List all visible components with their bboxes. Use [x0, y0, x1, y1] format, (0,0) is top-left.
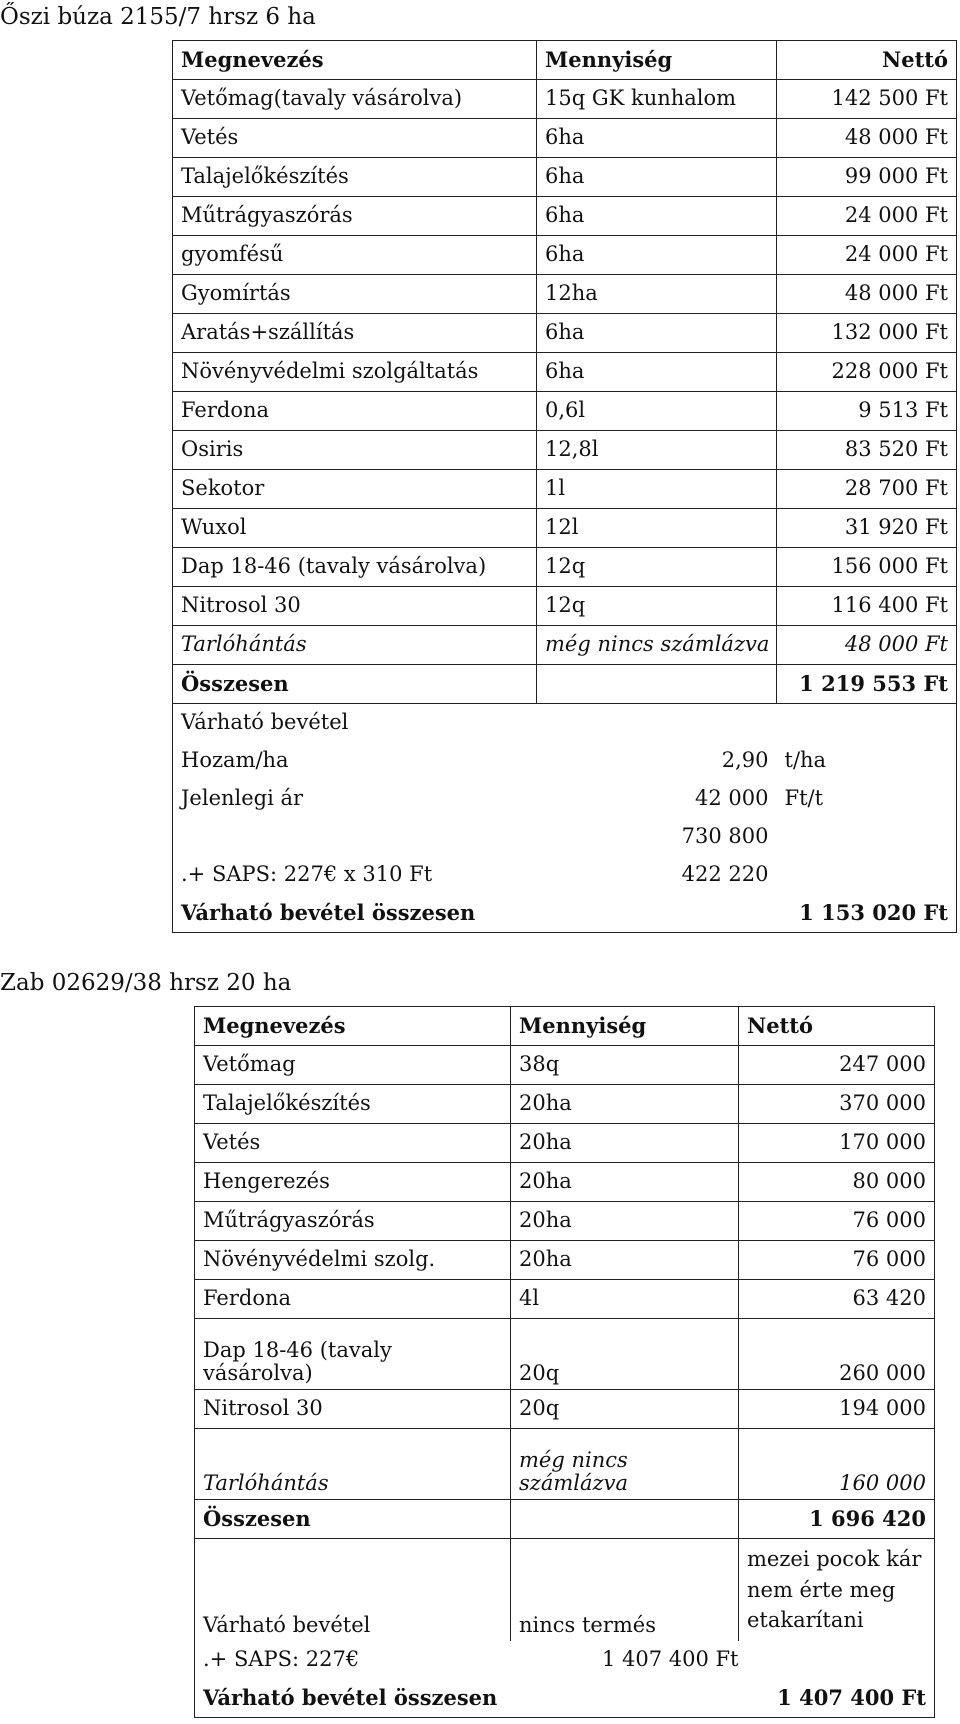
item-quantity: 20ha — [511, 1124, 739, 1163]
item-name: Vetőmag — [195, 1046, 511, 1085]
item-quantity: 15q GK kunhalom — [537, 80, 777, 119]
total-row — [195, 1500, 935, 1539]
item-net: 170 000 — [739, 1124, 935, 1163]
item-net: 260 000 — [739, 1319, 935, 1390]
item-net: 24 000 Ft — [777, 236, 957, 275]
item-name: Tarlóhántás — [173, 626, 537, 665]
item-name: Dap 18-46 (tavaly vásárolva) — [195, 1319, 511, 1390]
item-name: Ferdona — [195, 1280, 511, 1319]
item-name: Vetés — [173, 119, 537, 158]
header-name: Megnevezés — [195, 1007, 511, 1046]
total-row — [173, 665, 957, 704]
item-net: 83 520 Ft — [777, 431, 957, 470]
empty-cell — [537, 665, 777, 704]
yield-label: Hozam/ha — [173, 742, 537, 780]
header-net: Nettó — [777, 41, 957, 80]
table-row — [173, 509, 957, 548]
item-quantity: 1l — [537, 470, 777, 509]
empty-cell — [511, 1500, 739, 1539]
item-net: 63 420 — [739, 1280, 935, 1319]
saps-row — [173, 856, 957, 894]
table-row — [173, 197, 957, 236]
table-row — [195, 1241, 935, 1280]
income-total-row — [173, 894, 957, 933]
item-name: Nitrosol 30 — [195, 1390, 511, 1429]
income-heading-row — [173, 704, 957, 743]
item-name: Nitrosol 30 — [173, 587, 537, 626]
item-name: Vetés — [195, 1124, 511, 1163]
empty-cell — [739, 1641, 935, 1679]
table-row — [173, 548, 957, 587]
table-row — [173, 431, 957, 470]
header-name: Megnevezés — [173, 41, 537, 80]
wheat-cost-table — [172, 40, 957, 933]
saps-label: .+ SAPS: 227€ — [195, 1641, 511, 1679]
item-quantity: 20ha — [511, 1085, 739, 1124]
item-name: Aratás+szállítás — [173, 314, 537, 353]
table-row — [173, 119, 957, 158]
item-quantity: 12,8l — [537, 431, 777, 470]
item-quantity: 12l — [537, 509, 777, 548]
oat-cost-table — [194, 1006, 935, 1718]
item-net: 31 920 Ft — [777, 509, 957, 548]
item-net: 370 000 — [739, 1085, 935, 1124]
item-net: 228 000 Ft — [777, 353, 957, 392]
saps-value: 1 407 400 Ft — [601, 1647, 739, 1672]
subtotal-value: 730 800 — [681, 824, 769, 849]
item-net: 9 513 Ft — [777, 392, 957, 431]
item-net: 247 000 — [739, 1046, 935, 1085]
table-row — [195, 1046, 935, 1085]
item-quantity: 12ha — [537, 275, 777, 314]
total-label: Összesen — [195, 1500, 511, 1539]
subtotal-row — [173, 818, 957, 856]
header-row — [195, 1007, 935, 1046]
income-total-label: Várható bevétel összesen — [173, 894, 777, 933]
item-quantity: még nincs számlázva — [537, 626, 777, 665]
table-row — [195, 1124, 935, 1163]
item-name: Tarlóhántás — [195, 1429, 511, 1500]
item-name: Sekotor — [173, 470, 537, 509]
item-name: Vetőmag(tavaly vásárolva) — [173, 80, 537, 119]
item-name: Gyomírtás — [173, 275, 537, 314]
unbilled-row — [195, 1429, 935, 1500]
item-net: 194 000 — [739, 1390, 935, 1429]
income-total-value: 1 407 400 Ft — [739, 1679, 935, 1718]
item-quantity: 6ha — [537, 314, 777, 353]
empty-cell — [777, 856, 957, 894]
income-note: mezei pocok kár nem érte meg etakarítani — [739, 1539, 935, 1642]
item-name: Növényvédelmi szolg. — [195, 1241, 511, 1280]
table-row — [195, 1202, 935, 1241]
item-quantity: 20ha — [511, 1241, 739, 1280]
total-value: 1 696 420 — [739, 1500, 935, 1539]
table-row — [173, 236, 957, 275]
header-row — [173, 41, 957, 80]
item-name: Ferdona — [173, 392, 537, 431]
yield-value: 2,90 — [721, 748, 769, 773]
item-net: 48 000 Ft — [777, 119, 957, 158]
yield-row — [173, 742, 957, 780]
header-quantity: Mennyiség — [511, 1007, 739, 1046]
empty-cell — [777, 818, 957, 856]
table-row — [173, 275, 957, 314]
item-name: Hengerezés — [195, 1163, 511, 1202]
item-net: 160 000 — [739, 1429, 935, 1500]
item-name: Növényvédelmi szolgáltatás — [173, 353, 537, 392]
total-value: 1 219 553 Ft — [777, 665, 957, 704]
table-row — [195, 1280, 935, 1319]
item-quantity: még nincs számlázva — [511, 1429, 739, 1500]
item-net: 80 000 — [739, 1163, 935, 1202]
price-unit: Ft/t — [777, 780, 957, 818]
section-title-wheat: Őszi búza 2155/7 hrsz 6 ha — [0, 4, 316, 30]
table-row — [195, 1163, 935, 1202]
item-net: 48 000 Ft — [777, 275, 957, 314]
item-name: Műtrágyaszórás — [195, 1202, 511, 1241]
item-name: Talajelőkészítés — [195, 1085, 511, 1124]
yield-unit: t/ha — [777, 742, 957, 780]
price-label: Jelenlegi ár — [173, 780, 537, 818]
unbilled-row — [173, 626, 957, 665]
item-name: Dap 18-46 (tavaly vásárolva) — [173, 548, 537, 587]
table-row — [173, 80, 957, 119]
item-net: 76 000 — [739, 1202, 935, 1241]
item-quantity: 6ha — [537, 353, 777, 392]
item-name: Osiris — [173, 431, 537, 470]
empty-cell — [173, 818, 537, 856]
income-label: Várható bevétel — [173, 704, 957, 743]
table-row — [173, 392, 957, 431]
saps-label: .+ SAPS: 227€ x 310 Ft — [173, 856, 537, 894]
income-quantity: nincs termés — [511, 1539, 739, 1642]
item-name: Műtrágyaszórás — [173, 197, 537, 236]
item-net: 48 000 Ft — [777, 626, 957, 665]
item-net: 76 000 — [739, 1241, 935, 1280]
item-net: 142 500 Ft — [777, 80, 957, 119]
header-net: Nettó — [739, 1007, 935, 1046]
item-net: 132 000 Ft — [777, 314, 957, 353]
table-row — [173, 470, 957, 509]
price-value: 42 000 — [695, 786, 769, 811]
item-quantity: 20ha — [511, 1202, 739, 1241]
item-quantity: 4l — [511, 1280, 739, 1319]
item-quantity: 38q — [511, 1046, 739, 1085]
item-net: 24 000 Ft — [777, 197, 957, 236]
item-net: 99 000 Ft — [777, 158, 957, 197]
item-net: 156 000 Ft — [777, 548, 957, 587]
table-row — [195, 1085, 935, 1124]
table-row — [173, 314, 957, 353]
item-quantity: 12q — [537, 548, 777, 587]
item-quantity: 6ha — [537, 119, 777, 158]
item-quantity: 12q — [537, 587, 777, 626]
item-quantity: 20q — [511, 1319, 739, 1390]
income-total-row — [195, 1679, 935, 1718]
section-title-oat: Zab 02629/38 hrsz 20 ha — [0, 970, 292, 996]
income-total-label: Várható bevétel összesen — [195, 1679, 739, 1718]
table-row — [173, 158, 957, 197]
table-row — [173, 587, 957, 626]
item-quantity: 6ha — [537, 158, 777, 197]
table-row — [195, 1390, 935, 1429]
header-quantity: Mennyiség — [537, 41, 777, 80]
item-name: Wuxol — [173, 509, 537, 548]
total-label: Összesen — [173, 665, 537, 704]
item-quantity: 20q — [511, 1390, 739, 1429]
table-row — [173, 353, 957, 392]
income-total-value: 1 153 020 Ft — [777, 894, 957, 933]
income-label: Várható bevétel — [195, 1539, 511, 1642]
saps-row — [195, 1641, 935, 1679]
item-name: Talajelőkészítés — [173, 158, 537, 197]
saps-value: 422 220 — [681, 862, 769, 887]
item-name: gyomfésű — [173, 236, 537, 275]
income-row — [195, 1539, 935, 1642]
item-quantity: 6ha — [537, 197, 777, 236]
item-quantity: 6ha — [537, 236, 777, 275]
item-net: 116 400 Ft — [777, 587, 957, 626]
dap-row — [195, 1319, 935, 1390]
price-row — [173, 780, 957, 818]
item-net: 28 700 Ft — [777, 470, 957, 509]
item-quantity: 20ha — [511, 1163, 739, 1202]
item-quantity: 0,6l — [537, 392, 777, 431]
